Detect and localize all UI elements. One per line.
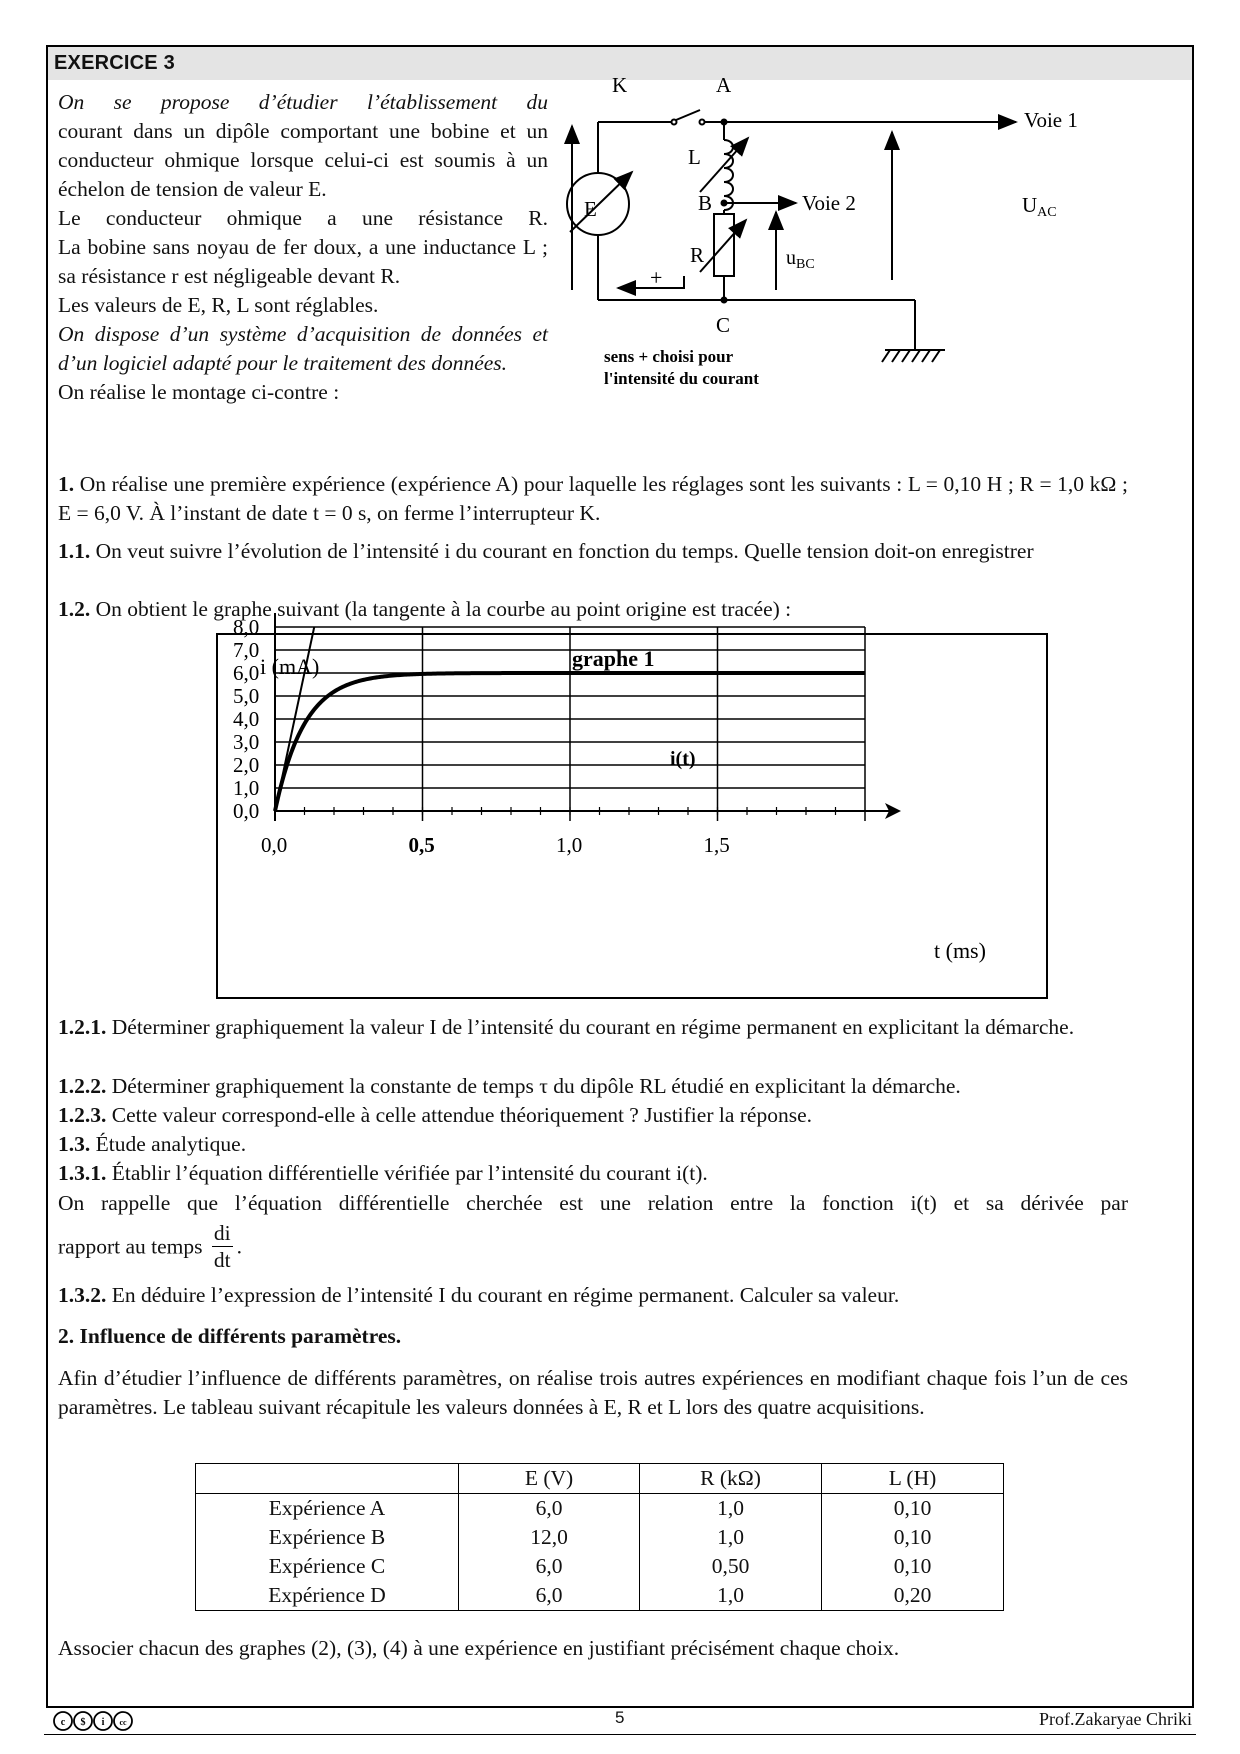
footer-author: Prof.Zakaryae Chriki bbox=[1039, 1709, 1192, 1729]
question-1-3-1 bbox=[58, 1159, 1128, 1188]
table-cell: Expérience C bbox=[196, 1552, 459, 1581]
license-letter: cc bbox=[119, 1718, 127, 1727]
table-cell: 1,0 bbox=[640, 1494, 822, 1524]
table-header: R (kΩ) bbox=[640, 1464, 822, 1494]
q11-num: 1.1. bbox=[58, 539, 91, 563]
table-cell: Expérience A bbox=[196, 1494, 459, 1524]
question-1-3-1-deriv bbox=[58, 1222, 1128, 1275]
parameters-table bbox=[195, 1463, 1004, 1611]
table-cell: Expérience D bbox=[196, 1581, 459, 1611]
y-tick-label: 5,0 bbox=[233, 684, 260, 708]
intro-p1b: courant dans un dipôle comportant une bobine et un conducteur ohmique lorsque celui-ci est soumis à un échelon de tension de valeur E. bbox=[58, 119, 548, 201]
intro-p4: Les valeurs de E, R, L sont réglables. bbox=[58, 293, 379, 317]
x-tick-label: 1,5 bbox=[703, 833, 730, 857]
final-question: Associer chacun des graphes (2), (3), (4) à une expérience en justifiant précisément chaque choix. bbox=[58, 1636, 900, 1660]
footer-divider bbox=[44, 1734, 1196, 1735]
y-tick-label: 3,0 bbox=[233, 730, 260, 754]
table-cell: 12,0 bbox=[459, 1523, 640, 1552]
y-tick-label: 7,0 bbox=[233, 638, 260, 662]
label-voie1: Voie 1 bbox=[1024, 108, 1078, 132]
intro-p6: On réalise le montage ci-contre : bbox=[58, 380, 340, 404]
q13-text: Étude analytique. bbox=[90, 1132, 247, 1156]
graph-xlabel: t (ms) bbox=[934, 938, 986, 963]
table-cell: 1,0 bbox=[640, 1581, 822, 1611]
section-2-text: Afin d’étudier l’influence de différents paramètres, on réalise trois autres expériences en modifiant chaque fois l’un de ces paramètres. Le tableau suivant récapitule les valeurs données à E, R et L lors des quatre acquisitions. bbox=[58, 1366, 1128, 1419]
y-tick-label: 0,0 bbox=[233, 799, 260, 823]
circuit-diagram bbox=[560, 73, 1120, 410]
section-2-title: 2. Influence de différents paramètres. bbox=[58, 1324, 402, 1348]
q131c-text: rapport au temps bbox=[58, 1234, 203, 1259]
license-badge-icon bbox=[52, 1710, 148, 1732]
table-cell: 6,0 bbox=[459, 1494, 640, 1524]
table-cell: 0,10 bbox=[822, 1494, 1004, 1524]
y-tick-label: 2,0 bbox=[233, 753, 260, 777]
note-line2: l'intensité du courant bbox=[604, 369, 759, 388]
x-tick-label: 0,5 bbox=[408, 833, 435, 857]
ground-hatch5 bbox=[922, 350, 930, 362]
label-a: A bbox=[716, 73, 732, 97]
label-c: C bbox=[716, 313, 731, 337]
curve-label: i(t) bbox=[670, 748, 696, 770]
table-header bbox=[196, 1464, 459, 1494]
q1-text: On réalise une première expérience (expérience A) pour laquelle les réglages sont les suivants : L = 0,10 H ; R = 1,0 kΩ ; E = 6,0 V. À l’instant de date t = 0 s, on ferme l’interrupteur K. bbox=[58, 472, 1128, 525]
node-b bbox=[721, 200, 728, 207]
license-letter: $ bbox=[80, 1717, 86, 1728]
intro-p5: On dispose d’un système d’acquisition de données et d’un logiciel adapté pour le traitement des données. bbox=[58, 322, 548, 375]
ground-hatch3 bbox=[902, 350, 910, 362]
table-row bbox=[196, 1523, 1004, 1552]
ground-hatch4 bbox=[912, 350, 920, 362]
table-row bbox=[196, 1494, 1004, 1524]
question-1-1 bbox=[58, 537, 1128, 566]
table-cell: 6,0 bbox=[459, 1581, 640, 1611]
x-tick-label: 0,0 bbox=[261, 833, 288, 857]
license-letter: i bbox=[101, 1717, 105, 1728]
q132-num: 1.3.2. bbox=[58, 1283, 107, 1307]
q121-text: Déterminer graphiquement la valeur I de l’intensité du courant en régime permanent en explicitant la démarche. bbox=[106, 1015, 1075, 1039]
graph-1 bbox=[216, 615, 1048, 999]
table-row bbox=[196, 1581, 1004, 1611]
question-1-3-2 bbox=[58, 1281, 1128, 1310]
page-number: 5 bbox=[615, 1708, 625, 1727]
label-voie2: Voie 2 bbox=[802, 191, 856, 215]
question-1-2 bbox=[58, 595, 1128, 624]
q131c-end: . bbox=[236, 1234, 242, 1259]
q132-text: En déduire l’expression de l’intensité I du courant en régime permanent. Calculer sa valeur. bbox=[106, 1283, 900, 1307]
q13-num: 1.3. bbox=[58, 1132, 91, 1156]
q121-num: 1.2.1. bbox=[58, 1015, 107, 1039]
label-ubc: $u_{BC}$ bbox=[786, 247, 815, 272]
q12-text: On obtient le graphe suivant (la tangente à la courbe au point origine est tracée) : bbox=[90, 597, 792, 621]
table-cell: Expérience B bbox=[196, 1523, 459, 1552]
exercise-title: EXERCICE 3 bbox=[54, 52, 175, 74]
label-plus: + bbox=[650, 265, 663, 290]
label-l: L bbox=[688, 145, 701, 169]
table-cell: 0,20 bbox=[822, 1581, 1004, 1611]
table-row bbox=[196, 1552, 1004, 1581]
ground-hatch6 bbox=[932, 350, 940, 362]
intro-p3: La bobine sans noyau de fer doux, a une inductance L ; sa résistance r est négligeable devant R. bbox=[58, 235, 548, 288]
q1-num: 1. bbox=[58, 472, 75, 496]
y-tick-label: 6,0 bbox=[233, 661, 260, 685]
q122-text: Déterminer graphiquement la constante de temps τ du dipôle RL étudié en explicitant la démarche. bbox=[106, 1074, 961, 1098]
switch-k-pin1 bbox=[672, 120, 677, 125]
graph-title: graphe 1 bbox=[572, 646, 655, 671]
node-c bbox=[721, 297, 728, 304]
table-cell: 6,0 bbox=[459, 1552, 640, 1581]
label-uac: UAC bbox=[1022, 193, 1057, 220]
frac-num: di bbox=[213, 1221, 231, 1245]
q12-num: 1.2. bbox=[58, 597, 91, 621]
label-k: K bbox=[612, 73, 628, 97]
question-1-3-1-note bbox=[58, 1189, 1128, 1218]
fraction-di-dt bbox=[212, 1220, 233, 1273]
intro-p2: Le conducteur ohmique a une résistance R. bbox=[58, 206, 548, 230]
intro-p1: On se propose d’étudier l’établissement du bbox=[58, 90, 548, 114]
switch-k-pin2 bbox=[700, 120, 705, 125]
intro-text bbox=[58, 88, 548, 407]
table-cell: 1,0 bbox=[640, 1523, 822, 1552]
table-header-row bbox=[196, 1464, 1004, 1494]
x-tick-label: 1,0 bbox=[556, 833, 583, 857]
ground-hatch2 bbox=[892, 350, 900, 362]
frac-den: dt bbox=[213, 1248, 231, 1272]
note-line1: sens + choisi pour bbox=[604, 347, 734, 366]
q123-text: Cette valeur correspond-elle à celle attendue théoriquement ? Justifier la réponse. bbox=[106, 1103, 812, 1127]
q123-num: 1.2.3. bbox=[58, 1103, 107, 1127]
ground-hatch1 bbox=[882, 350, 890, 362]
q131-num: 1.3.1. bbox=[58, 1161, 107, 1185]
coil-variable-arrow bbox=[700, 138, 748, 192]
table-cell: 0,50 bbox=[640, 1552, 822, 1581]
question-1-2-1 bbox=[58, 1013, 1128, 1042]
node-a bbox=[721, 119, 728, 126]
question-1-3 bbox=[58, 1130, 1128, 1159]
q122-num: 1.2.2. bbox=[58, 1074, 107, 1098]
table-cell: 0,10 bbox=[822, 1552, 1004, 1581]
question-1-2-2 bbox=[58, 1072, 1128, 1101]
q131-text: Établir l’équation différentielle vérifiée par l’intensité du courant i(t). bbox=[106, 1161, 708, 1185]
graph-ylabel: i (mA) bbox=[260, 654, 320, 679]
y-tick-label: 8,0 bbox=[233, 615, 260, 639]
table-header: L (H) bbox=[822, 1464, 1004, 1494]
y-tick-label: 4,0 bbox=[233, 707, 260, 731]
q131b-text: On rappelle que l’équation différentielle cherchée est une relation entre la fonction i(t) et sa dérivée par bbox=[58, 1191, 1128, 1215]
table-header: E (V) bbox=[459, 1464, 640, 1494]
coil-l bbox=[724, 140, 733, 210]
table-cell: 0,10 bbox=[822, 1523, 1004, 1552]
label-e: E bbox=[584, 197, 597, 221]
label-b: B bbox=[698, 191, 713, 215]
q11-text: On veut suivre l’évolution de l’intensité i du courant en fonction du temps. Quelle tension doit-on enregistrer bbox=[90, 539, 1034, 563]
license-letter: c bbox=[60, 1717, 66, 1728]
question-1-2-3 bbox=[58, 1101, 1128, 1130]
label-r: R bbox=[690, 243, 705, 267]
y-tick-label: 1,0 bbox=[233, 776, 260, 800]
switch-k-blade bbox=[676, 110, 700, 120]
question-1 bbox=[58, 470, 1128, 528]
